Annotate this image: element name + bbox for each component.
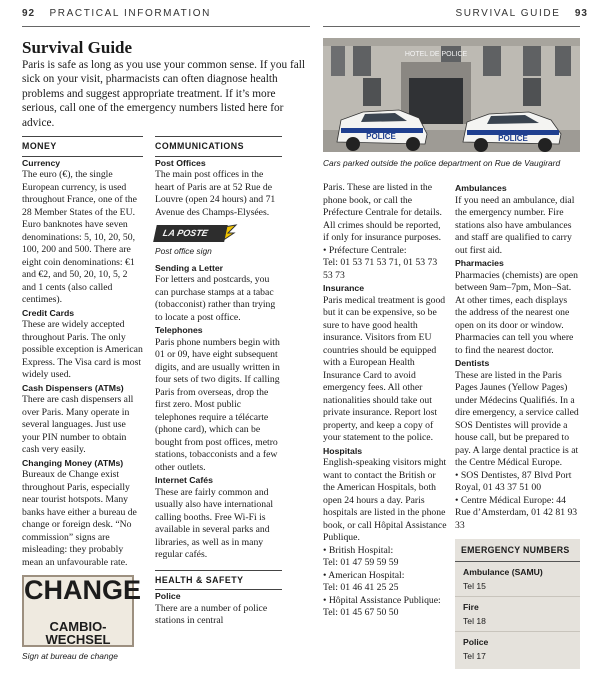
la-poste-logo (155, 223, 282, 243)
centre-medical-bullet: • Centre Médical Europe: 44 Rue d’Amsterdam, 01 42 81 93 33 (455, 494, 578, 531)
sign-line-cambio: CAMBIO-WECHSEL (45, 619, 111, 647)
emergency-item-tel: Tel 18 (455, 614, 580, 632)
health-column-2 (455, 182, 580, 669)
ambulances-heading: Ambulances (455, 183, 507, 193)
changing-money-text: Bureaux de Change exist throughout Paris, especially near tourist hotspots. Many banks have either a bureau de change or foreign desk. “No commission” signs are misleading: they probably mean an unfavourable rate. (22, 469, 137, 568)
left-header-rule (22, 26, 310, 27)
insurance-text: Paris medical treatment is good but it can be expensive, so be sure to have good health insurance. Visitors from EU countries should be equipped with a European Health Insurance Card to avoid emergency fees. All other nationalities should take out private insurance. Report lost property, and keep a copy of your statement to the police. (323, 294, 446, 443)
dentists-heading: Dentists (455, 358, 490, 368)
cash-dispensers-heading: Cash Dispensers (ATMs) (22, 382, 124, 393)
sos-dentistes-bullet: • SOS Dentistes, 87 Blvd Port Royal, 01 43 37 51 00 (455, 469, 572, 493)
telephones-heading: Telephones (155, 325, 203, 335)
right-section-title: SURVIVAL GUIDE (455, 8, 561, 19)
photo-car-label-right: POLICE (498, 134, 528, 143)
ambulances-text: If you need an ambulance, dial the emergency number. Fire stations also have ambulances and staff are qualified to carry out first aid. (455, 194, 575, 256)
police-cars-illustration (323, 38, 580, 152)
credit-cards-text: These are widely accepted throughout Paris. The only possible exception is American Express. The Visa card is most widely used. (22, 319, 143, 380)
hospitals-text: English-speaking visitors might want to contact the British or the American Hospitals, both open 24 hours a day. Paris hospitals are listed in the phone book, or call Hôpital Assistance Publique. (323, 457, 447, 543)
right-page-number: 93 (574, 8, 588, 19)
prefecture-tel: Tel: 01 53 71 53 71, 01 53 73 53 73 (323, 257, 438, 281)
insurance-heading: Insurance (323, 283, 365, 293)
emergency-numbers-heading: EMERGENCY NUMBERS (455, 539, 580, 562)
sign-caption: Sign at bureau de change (22, 651, 118, 661)
photo-sign-text: HOTEL DE POLICE (404, 51, 468, 58)
cash-dispensers-text: There are cash dispensers all over Paris. Many operate in several languages. Just use your PIN number to obtain cash very easily. (22, 394, 134, 455)
currency-heading: Currency (22, 157, 61, 168)
right-header-rule (323, 26, 580, 27)
hospitals-heading: Hospitals (323, 445, 363, 456)
la-poste-logo-text: LA POSTE (153, 225, 227, 242)
money-column (22, 136, 143, 663)
left-section-title: PRACTICAL INFORMATION (49, 8, 211, 19)
internet-cafes-heading: Internet Cafés (155, 475, 213, 485)
health-column-1 (323, 182, 448, 620)
sending-letter-text: For letters and postcards, you can purchase stamps at a tabac (tobacconist) rather than trying to locate a post office. (155, 274, 276, 323)
police-heading: Police (155, 591, 181, 601)
pharmacies-text: Pharmacies (chemists) are open between 9am–7pm, Mon–Sat. At other times, each displays the address of the nearest one open on its door or window. Pharmacies can tell you where to find the nearest doctor. (455, 269, 578, 356)
photo-car-label-left: POLICE (366, 132, 396, 141)
communications-heading: COMMUNICATIONS (155, 136, 282, 157)
british-hospital-tel: Tel: 01 47 59 59 59 (323, 557, 399, 568)
emergency-numbers-box (455, 539, 580, 669)
post-office-sign-caption: Post office sign (155, 246, 212, 256)
pharmacies-heading: Pharmacies (455, 258, 504, 268)
hopital-ap-bullet: • Hôpital Assistance Publique: (323, 594, 441, 606)
post-offices-heading: Post Offices (155, 157, 206, 168)
left-running-head (12, 8, 211, 19)
sign-line-change: CHANGE (24, 575, 142, 605)
health-safety-heading: HEALTH & SAFETY (155, 570, 282, 591)
emergency-item-name: Fire (463, 601, 479, 612)
emergency-item-tel: Tel 17 (463, 651, 486, 661)
american-hospital-bullet: • American Hospital: (323, 569, 405, 581)
emergency-item-name: Police (463, 636, 489, 647)
post-offices-text: The main post offices in the heart of Paris are at 52 Rue de Louvre (open 24 hours) and 71 Avenue des Champs-Elysées. (155, 169, 276, 218)
right-running-head (455, 8, 598, 19)
credit-cards-heading: Credit Cards (22, 307, 75, 318)
left-page-number: 92 (22, 8, 36, 19)
page-title: Survival Guide (22, 38, 133, 57)
bureau-de-change-sign-photo (22, 575, 142, 647)
police-cars-photo (323, 38, 580, 152)
emergency-item-name: Ambulance (SAMU) (463, 566, 543, 577)
intro-paragraph: Paris is safe as long as you use your common sense. If you fall sick on your visit, pharmacists can often diagnose health problems and suggest appropriate treatment. If it’s more serious, call one of the emergency numbers listed here for advice. (22, 59, 305, 129)
police-text-continued: Paris. These are listed in the phone book, or call the Préfecture Centrale for details. All crimes should be reported, if only for insurance purposes. (323, 182, 442, 243)
hopital-ap-tel: Tel: 01 45 67 50 50 (323, 607, 399, 618)
telephones-text: Paris phone numbers begin with 01 or 09, have eight subsequent digits, and are usually written in four sets of two digits. If calling Paris from overseas, drop the first zero. Most public telephones require a télécarte (phone card), which can be bought from post offices, metro stations, tobacconists and a few other outlets. (155, 336, 280, 473)
prefecture-bullet: • Préfecture Centrale: (323, 244, 407, 256)
dentists-text: These are listed in the Paris Pages Jaunes (Yellow Pages) under Médecins Qualifiés. In a dire emergency, a service called SOS Dentistes will provide a house call, but be prepared to pay. A large dental practice is at the Centre Médical Europe. (455, 369, 579, 468)
currency-text: The euro (€), the single European currency, is used throughout France, one of the 28 Member States of the EU. Euro banknotes have seven denominations: 5, 10, 20, 50, 100, 200 and 500. There are eight coin denominations: €1 and €2, and 50, 20, 10, 5, 2 and 1 cents (also called centimes). (22, 169, 137, 305)
emergency-item-tel: Tel 15 (455, 579, 580, 597)
british-hospital-bullet: • British Hospital: (323, 544, 394, 556)
police-text: There are a number of police stations in central (155, 602, 268, 626)
communications-column (155, 136, 282, 628)
money-heading: MONEY (22, 136, 143, 157)
photo-caption: Cars parked outside the police department on Rue de Vaugirard (323, 158, 561, 168)
internet-cafes-text: These are fairly common and usually also have international calling booths. Free Wi-Fi is available in several parks and libraries, as well as in many regular cafés. (155, 486, 274, 560)
changing-money-heading: Changing Money (ATMs) (22, 457, 124, 468)
sending-letter-heading: Sending a Letter (155, 262, 224, 273)
american-hospital-tel: Tel: 01 46 41 25 25 (323, 582, 399, 593)
